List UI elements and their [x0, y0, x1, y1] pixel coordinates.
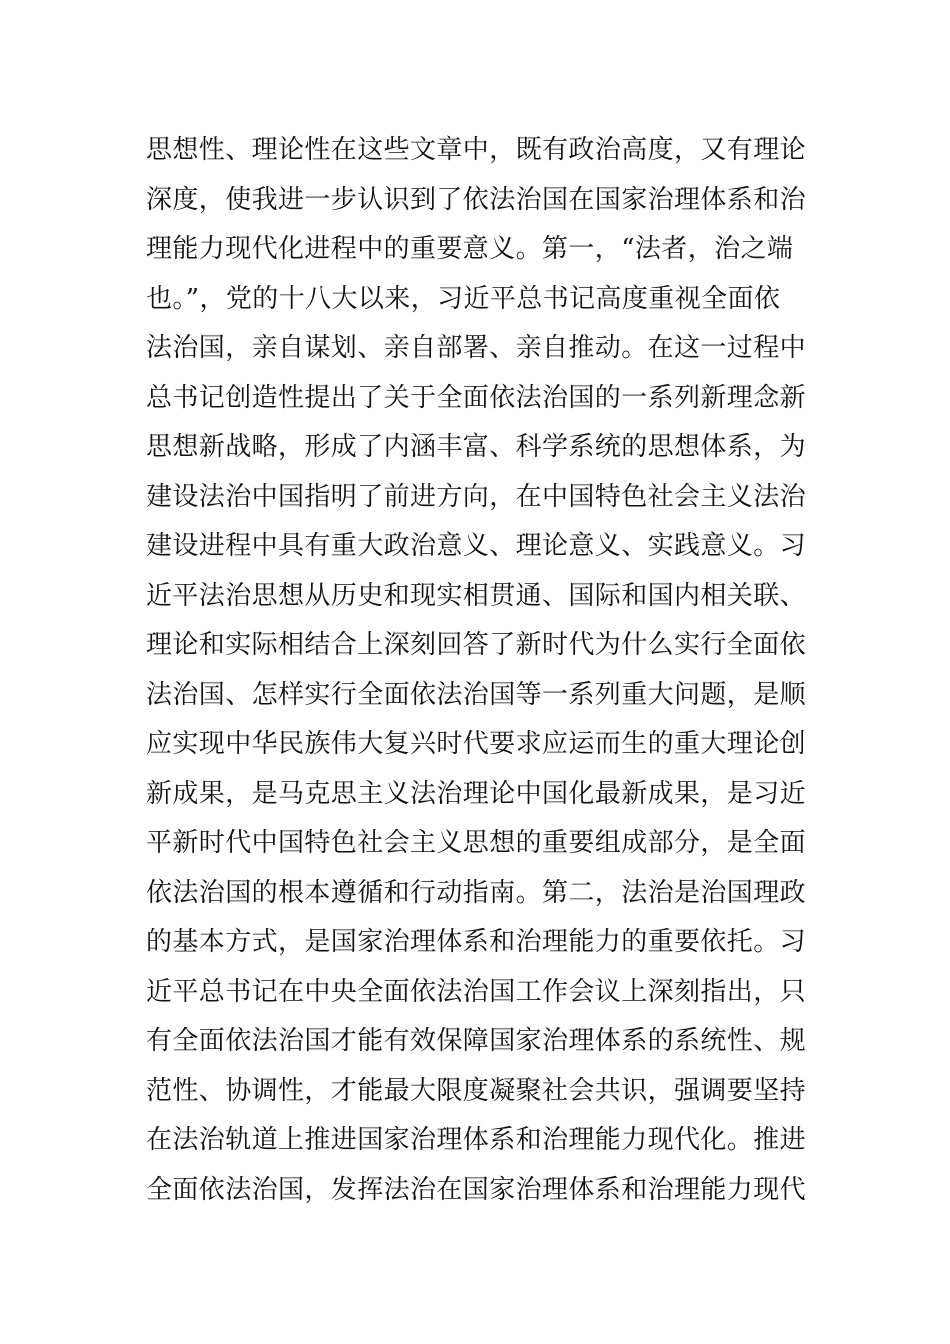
text-line: 建设法治中国指明了前进方向，在中国特色社会主义法治 [146, 481, 807, 512]
text-line: 思想新战略，形成了内涵丰富、科学系统的思想体系，为 [146, 432, 807, 462]
text-line: 应实现中华民族伟大复兴时代要求应运而生的重大理论创 [146, 729, 807, 759]
text-line: 有全面依法治国才能有效保障国家治理体系的系统性、规 [146, 1026, 807, 1056]
text-line: 在法治轨道上推进国家治理体系和治理能力现代化。推进 [146, 1125, 807, 1155]
text-line: 全面依法治国，发挥法治在国家治理体系和治理能力现代 [146, 1174, 807, 1205]
text-line: 的基本方式，是国家治理体系和治理能力的重要依托。习 [146, 927, 807, 957]
text-line: 依法治国的根本遵循和行动指南。第二，法治是治国理政 [146, 877, 807, 908]
body-paragraph [146, 126, 806, 1215]
text-line: 也。”，党的十八大以来，习近平总书记高度重视全面依 [146, 283, 781, 314]
text-line: 新成果，是马克思主义法治理论中国化最新成果，是习近 [146, 778, 807, 809]
text-line: 近平总书记在中央全面依法治国工作会议上深刻指出，只 [146, 976, 807, 1007]
text-line: 建设进程中具有重大政治意义、理论意义、实践意义。习 [146, 531, 807, 561]
text-line: 理能力现代化进程中的重要意义。第一，“法者，治之端 [146, 234, 794, 264]
text-line: 范性、协调性，才能最大限度凝聚社会共识，强调要坚持 [146, 1075, 807, 1106]
text-line: 平新时代中国特色社会主义思想的重要组成部分，是全面 [146, 828, 807, 858]
text-line: 法治国、怎样实行全面依法治国等一系列重大问题，是顺 [146, 679, 807, 710]
text-line: 深度，使我进一步认识到了依法治国在国家治理体系和治 [146, 184, 807, 215]
text-line: 近平法治思想从历史和现实相贯通、国际和国内相关联、 [146, 580, 807, 611]
text-line: 理论和实际相结合上深刻回答了新时代为什么实行全面依 [146, 630, 807, 660]
text-line: 法治国，亲自谋划、亲自部署、亲自推动。在这一过程中 [146, 333, 807, 363]
text-line: 思想性、理论性在这些文章中，既有政治高度，又有理论 [146, 135, 807, 165]
text-line: 总书记创造性提出了关于全面依法治国的一系列新理念新 [146, 382, 807, 413]
